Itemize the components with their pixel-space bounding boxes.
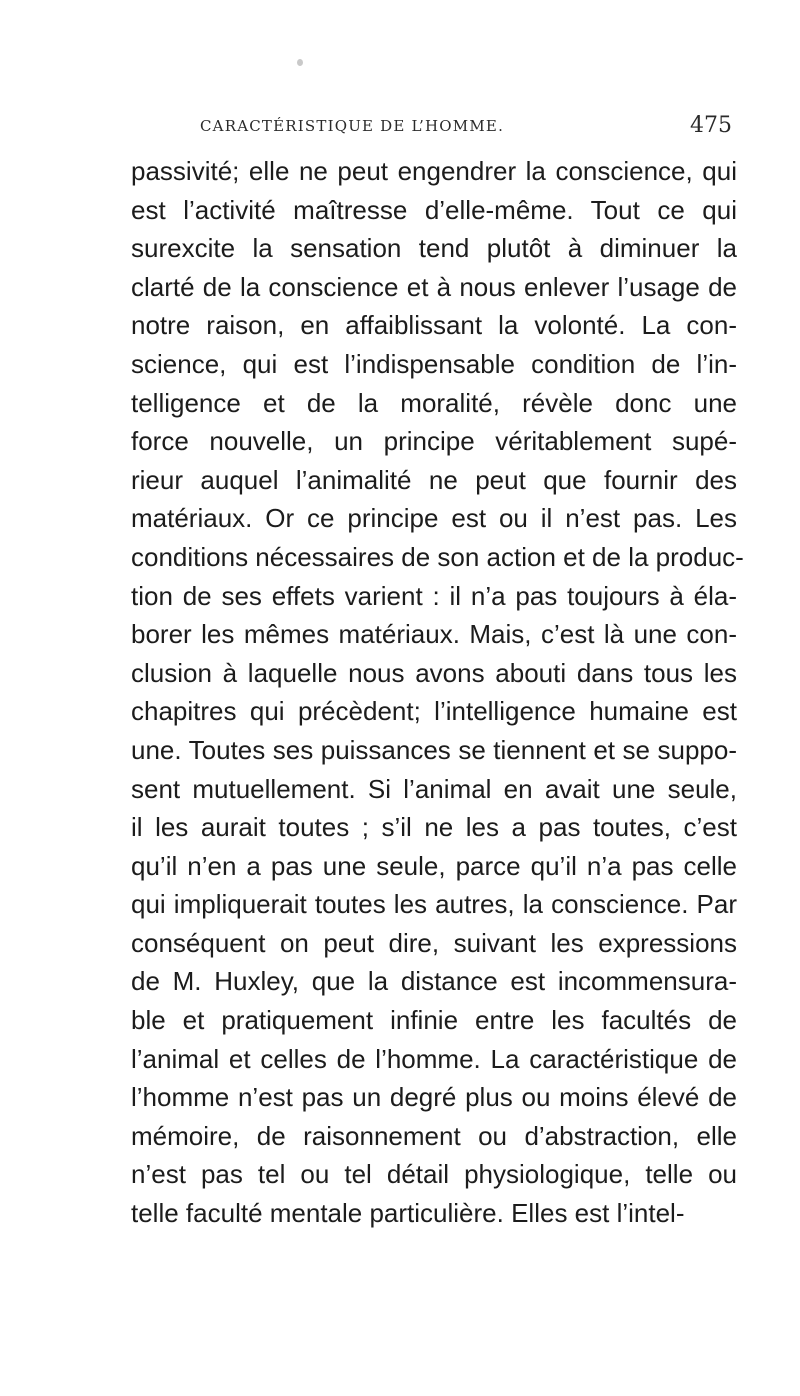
paper-speck: [297, 59, 303, 66]
text-line: qu’il n’en a pas une seule, parce qu’il n’a pas celle: [131, 850, 737, 881]
text-line: force nouvelle, un principe véritablement supé-: [131, 426, 737, 457]
text-line: telligence et de la moralité, révèle donc une: [131, 387, 737, 418]
text-line: telle faculté mentale particulière. Elles est l’intel-: [131, 1198, 685, 1229]
text-line: l’animal et celles de l’homme. La caractéristique de: [131, 1043, 737, 1074]
text-line: rieur auquel l’animalité ne peut que fournir des: [131, 464, 737, 495]
text-line: l’homme n’est pas un degré plus ou moins élevé de: [131, 1082, 737, 1113]
text-line: ble et pratiquement infinie entre les facultés de: [131, 1005, 737, 1036]
text-line: mémoire, de raisonnement ou d’abstraction, elle: [131, 1120, 737, 1151]
page-number: 475: [690, 113, 732, 138]
running-title: CARACTÉRISTIQUE DE L’HOMME.: [200, 117, 505, 135]
body-text: [131, 152, 744, 1233]
text-line: clarté de la conscience et à nous enlever l’usage de: [131, 271, 737, 302]
text-line: clusion à laquelle nous avons abouti dans tous les: [131, 657, 737, 688]
text-line: il les aurait toutes ; s’il ne les a pas toutes, c’est: [131, 812, 737, 843]
page-header: [200, 113, 732, 143]
text-line: science, qui est l’indispensable condition de l’in-: [131, 348, 737, 379]
text-line: borer les mêmes matériaux. Mais, c’est là une con-: [131, 619, 737, 650]
text-line: passivité; elle ne peut engendrer la conscience, qui: [131, 156, 737, 186]
text-line: conditions nécessaires de son action et de la produc-: [131, 541, 744, 572]
text-line: de M. Huxley, que la distance est incommensura-: [131, 966, 737, 997]
text-line: chapitres qui précèdent; l’intelligence humaine est: [131, 696, 737, 727]
text-line: est l’activité maîtresse d’elle-même. Tout ce qui: [131, 194, 737, 225]
text-line: matériaux. Or ce principe est ou il n’est pas. Les: [131, 503, 737, 534]
text-line: une. Toutes ses puissances se tiennent et se suppo-: [131, 734, 737, 765]
text-line: surexcite la sensation tend plutôt à diminuer la: [131, 233, 737, 264]
text-line: sent mutuellement. Si l’animal en avait une seule,: [131, 773, 737, 804]
text-line: conséquent on peut dire, suivant les expressions: [131, 927, 737, 958]
text-line: notre raison, en affaiblissant la volonté. La con-: [131, 310, 737, 341]
text-line: n’est pas tel ou tel détail physiologique, telle ou: [131, 1159, 737, 1190]
text-line: tion de ses effets varient : il n’a pas toujours à éla-: [131, 580, 737, 611]
text-line: qui impliquerait toutes les autres, la conscience. Par: [131, 889, 737, 920]
